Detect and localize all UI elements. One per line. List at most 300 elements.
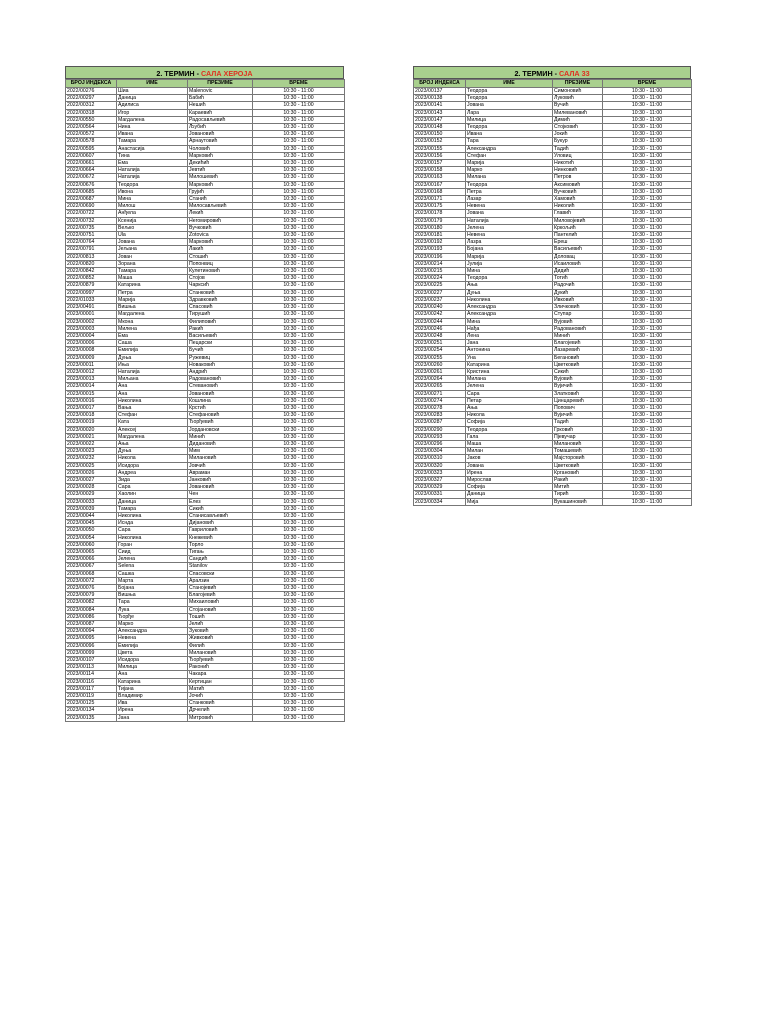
cell-time: 10:30 - 11:00: [253, 707, 345, 714]
header-row: [66, 80, 345, 88]
table-row: [66, 433, 345, 440]
cell-time: 10:30 - 11:00: [253, 376, 345, 383]
cell-index: 2022/00664: [66, 167, 117, 174]
cell-last-name: Јовановић: [188, 131, 253, 138]
cell-first-name: Јаков: [466, 455, 553, 462]
cell-time: 10:30 - 11:00: [253, 671, 345, 678]
cell-last-name: Станојевић: [188, 585, 253, 592]
cell-index: 2022/00764: [66, 239, 117, 246]
cell-last-name: Дукић: [553, 289, 603, 296]
table-row: [66, 577, 345, 584]
cell-time: 10:30 - 11:00: [253, 570, 345, 577]
cell-index: 2023/00016: [66, 397, 117, 404]
cell-time: 10:30 - 11:00: [253, 325, 345, 332]
table-row: [66, 448, 345, 455]
cell-time: 10:30 - 11:00: [603, 145, 692, 152]
cell-index: 2023/00029: [66, 491, 117, 498]
table-row: [414, 368, 692, 375]
cell-time: 10:30 - 11:00: [253, 253, 345, 260]
cell-index: 2023/00310: [414, 455, 466, 462]
cell-index: 2022/00997: [66, 289, 117, 296]
cell-first-name: Софија: [466, 419, 553, 426]
cell-time: 10:30 - 11:00: [253, 354, 345, 361]
cell-index: 2023/00320: [414, 462, 466, 469]
cell-last-name: Митић: [553, 484, 603, 491]
cell-first-name: Ula: [117, 232, 188, 239]
table-row: [66, 642, 345, 649]
cell-index: 2023/00025: [66, 462, 117, 469]
cell-index: 2023/00196: [414, 253, 466, 260]
cell-first-name: Бојана: [117, 585, 188, 592]
cell-last-name: Цветковић: [553, 361, 603, 368]
table-row: [414, 268, 692, 275]
table-row: [66, 167, 345, 174]
table-row: [66, 512, 345, 519]
table-row: [414, 311, 692, 318]
cell-index: 2023/00117: [66, 685, 117, 692]
cell-first-name: Вељко: [117, 224, 188, 231]
table-row: [66, 203, 345, 210]
cell-last-name: Пецарски: [188, 340, 253, 347]
cell-first-name: Николина: [117, 397, 188, 404]
cell-first-name: Јелена: [466, 383, 553, 390]
cell-index: 2023/00082: [66, 599, 117, 606]
cell-last-name: Кулетиновић: [188, 268, 253, 275]
cell-index: 2023/00096: [66, 642, 117, 649]
cell-last-name: Ступар: [553, 311, 603, 318]
cell-index: 2023/00215: [414, 268, 466, 275]
cell-first-name: Зида: [117, 476, 188, 483]
header-index: БРОЈ ИНДЕКСА: [414, 80, 466, 88]
cell-time: 10:30 - 11:00: [603, 325, 692, 332]
cell-last-name: Грковић: [553, 426, 603, 433]
cell-last-name: Тадић: [553, 145, 603, 152]
table-body-left: [66, 88, 345, 722]
cell-time: 10:30 - 11:00: [253, 145, 345, 152]
cell-first-name: Тијана: [117, 685, 188, 692]
cell-index: 2023/00178: [414, 210, 466, 217]
table-row: [414, 109, 692, 116]
cell-time: 10:30 - 11:00: [603, 203, 692, 210]
cell-time: 10:30 - 11:00: [603, 260, 692, 267]
cell-last-name: Мим: [188, 448, 253, 455]
table-row: [414, 419, 692, 426]
cell-index: 2023/00163: [414, 174, 466, 181]
cell-first-name: Јелена: [466, 224, 553, 231]
cell-first-name: Јован: [117, 253, 188, 260]
table-row: [66, 340, 345, 347]
cell-first-name: Јована: [466, 210, 553, 217]
cell-last-name: Чоловић: [188, 145, 253, 152]
cell-index: 2023/00119: [66, 693, 117, 700]
table-row: [414, 253, 692, 260]
cell-last-name: Јовановић: [188, 390, 253, 397]
table-row: [414, 260, 692, 267]
cell-index: 2022/00676: [66, 181, 117, 188]
cell-time: 10:30 - 11:00: [253, 304, 345, 311]
cell-time: 10:30 - 11:00: [253, 397, 345, 404]
cell-last-name: Вукашиновић: [553, 498, 603, 505]
cell-index: 2022/01033: [66, 296, 117, 303]
cell-first-name: Милана: [466, 174, 553, 181]
cell-index: 2023/00015: [66, 390, 117, 397]
cell-last-name: Филиповић: [188, 318, 253, 325]
cell-time: 10:30 - 11:00: [253, 116, 345, 123]
cell-last-name: Милосављевић: [188, 203, 253, 210]
schedule-title-left: [65, 66, 344, 79]
cell-time: 10:30 - 11:00: [603, 289, 692, 296]
cell-index: 2023/00009: [66, 354, 117, 361]
cell-first-name: Марија: [466, 160, 553, 167]
cell-time: 10:30 - 11:00: [253, 347, 345, 354]
cell-time: 10:30 - 11:00: [603, 296, 692, 303]
cell-first-name: Невена: [117, 635, 188, 642]
header-first-name: ИМЕ: [466, 80, 553, 88]
cell-time: 10:30 - 11:00: [253, 260, 345, 267]
cell-index: 2023/00135: [66, 714, 117, 721]
cell-last-name: Доловац: [553, 253, 603, 260]
cell-time: 10:30 - 11:00: [603, 404, 692, 411]
table-row: [66, 649, 345, 656]
table-row: [414, 131, 692, 138]
table-row: [66, 476, 345, 483]
cell-index: 2023/00237: [414, 296, 466, 303]
cell-last-name: Стојов: [188, 275, 253, 282]
cell-first-name: Саша: [117, 340, 188, 347]
cell-first-name: Марко: [466, 167, 553, 174]
cell-index: 2022/00318: [66, 109, 117, 116]
cell-index: 2022/00791: [66, 246, 117, 253]
cell-index: 2023/00156: [414, 152, 466, 159]
cell-time: 10:30 - 11:00: [253, 664, 345, 671]
cell-first-name: Мирослав: [466, 476, 553, 483]
cell-time: 10:30 - 11:00: [603, 383, 692, 390]
table-row: [414, 102, 692, 109]
table-row: [414, 347, 692, 354]
cell-time: 10:30 - 11:00: [603, 448, 692, 455]
cell-last-name: Кертицан: [188, 678, 253, 685]
cell-time: 10:30 - 11:00: [253, 556, 345, 563]
cell-index: 2022/00276: [66, 88, 117, 95]
table-row: [66, 498, 345, 505]
cell-time: 10:30 - 11:00: [253, 160, 345, 167]
cell-first-name: Ђорђе: [117, 613, 188, 620]
table-row: [66, 232, 345, 239]
cell-index: 2022/00595: [66, 145, 117, 152]
cell-time: 10:30 - 11:00: [603, 397, 692, 404]
cell-time: 10:30 - 11:00: [603, 152, 692, 159]
table-row: [66, 599, 345, 606]
table-row: [66, 491, 345, 498]
table-row: [66, 289, 345, 296]
cell-time: 10:30 - 11:00: [253, 188, 345, 195]
schedule-block-left: [65, 66, 344, 722]
cell-first-name: Даница: [117, 498, 188, 505]
cell-time: 10:30 - 11:00: [253, 592, 345, 599]
cell-index: 2023/00155: [414, 145, 466, 152]
cell-index: 2023/00099: [66, 649, 117, 656]
cell-time: 10:30 - 11:00: [253, 649, 345, 656]
cell-index: 2023/00027: [66, 476, 117, 483]
table-row: [66, 534, 345, 541]
table-row: [66, 628, 345, 635]
cell-first-name: Вања: [117, 404, 188, 411]
cell-time: 10:30 - 11:00: [253, 541, 345, 548]
table-row: [414, 484, 692, 491]
table-row: [414, 275, 692, 282]
cell-time: 10:30 - 11:00: [253, 311, 345, 318]
cell-first-name: Мија: [466, 498, 553, 505]
cell-first-name: Даница: [466, 491, 553, 498]
cell-last-name: Главић: [553, 210, 603, 217]
cell-first-name: Александра: [466, 304, 553, 311]
cell-last-name: Јовчић: [188, 462, 253, 469]
table-row: [66, 678, 345, 685]
table-row: [414, 448, 692, 455]
cell-index: 2023/00171: [414, 196, 466, 203]
table-row: [66, 541, 345, 548]
cell-time: 10:30 - 11:00: [253, 628, 345, 635]
cell-time: 10:30 - 11:00: [253, 599, 345, 606]
table-row: [66, 268, 345, 275]
cell-index: 2023/00008: [66, 347, 117, 354]
cell-first-name: Ирена: [466, 469, 553, 476]
cell-time: 10:30 - 11:00: [253, 332, 345, 339]
cell-last-name: Андрић: [188, 368, 253, 375]
table-row: [414, 116, 692, 123]
cell-first-name: Ксенија: [117, 217, 188, 224]
cell-index: 2023/00006: [66, 340, 117, 347]
cell-last-name: Ракић: [188, 325, 253, 332]
cell-last-name: Дијановић: [188, 520, 253, 527]
cell-time: 10:30 - 11:00: [253, 635, 345, 642]
cell-first-name: Ивана: [466, 131, 553, 138]
cell-index: 2023/00152: [414, 138, 466, 145]
cell-time: 10:30 - 11:00: [253, 448, 345, 455]
cell-index: 2023/00026: [66, 469, 117, 476]
cell-time: 10:30 - 11:00: [253, 491, 345, 498]
cell-first-name: Мкона: [117, 318, 188, 325]
cell-index: 2023/00242: [414, 311, 466, 318]
table-row: [414, 174, 692, 181]
cell-last-name: Ђорђевић: [188, 419, 253, 426]
cell-time: 10:30 - 11:00: [603, 476, 692, 483]
cell-last-name: Вујичић: [553, 412, 603, 419]
cell-index: 2023/00116: [66, 678, 117, 685]
cell-last-name: Станковић: [188, 289, 253, 296]
cell-last-name: Радочић: [553, 282, 603, 289]
cell-last-name: Кнежевић: [188, 534, 253, 541]
table-row: [66, 397, 345, 404]
cell-first-name: Цвета: [117, 649, 188, 656]
table-row: [414, 390, 692, 397]
cell-index: 2023/00095: [66, 635, 117, 642]
cell-time: 10:30 - 11:00: [603, 455, 692, 462]
cell-time: 10:30 - 11:00: [253, 412, 345, 419]
cell-first-name: Милица: [466, 116, 553, 123]
cell-last-name: Исаиловић: [553, 260, 603, 267]
cell-first-name: Јована: [466, 102, 553, 109]
cell-index: 2023/00296: [414, 440, 466, 447]
table-row: [66, 563, 345, 570]
cell-first-name: Тамара: [117, 268, 188, 275]
cell-index: 2023/00054: [66, 534, 117, 541]
table-row: [414, 160, 692, 167]
cell-first-name: Бојана: [466, 246, 553, 253]
table-row: [66, 145, 345, 152]
table-row: [414, 498, 692, 505]
cell-last-name: Тошић: [188, 613, 253, 620]
table-row: [414, 440, 692, 447]
cell-last-name: Зуковић: [188, 628, 253, 635]
header-index: БРОЈ ИНДЕКСА: [66, 80, 117, 88]
table-row: [414, 332, 692, 339]
table-row: [66, 527, 345, 534]
cell-time: 10:30 - 11:00: [253, 109, 345, 116]
table-row: [414, 469, 692, 476]
cell-first-name: Наталија: [117, 174, 188, 181]
cell-first-name: Анастасија: [117, 145, 188, 152]
header-row: [414, 80, 692, 88]
cell-first-name: Николина: [117, 512, 188, 519]
table-row: [414, 232, 692, 239]
table-row: [66, 412, 345, 419]
cell-index: 2023/00079: [66, 592, 117, 599]
cell-index: 2023/00232: [66, 455, 117, 462]
cell-time: 10:30 - 11:00: [603, 390, 692, 397]
cell-first-name: Ана: [117, 390, 188, 397]
cell-last-name: Тотић: [553, 275, 603, 282]
cell-time: 10:30 - 11:00: [253, 577, 345, 584]
cell-last-name: Бабић: [188, 95, 253, 102]
cell-index: 2023/00491: [66, 304, 117, 311]
cell-index: 2023/00065: [66, 549, 117, 556]
table-row: [66, 469, 345, 476]
table-row: [66, 88, 345, 95]
table-row: [66, 260, 345, 267]
cell-index: 2023/00013: [66, 376, 117, 383]
cell-index: 2023/00264: [414, 376, 466, 383]
cell-time: 10:30 - 11:00: [603, 131, 692, 138]
cell-time: 10:30 - 11:00: [253, 232, 345, 239]
table-row: [66, 484, 345, 491]
cell-first-name: Зорана: [117, 260, 188, 267]
cell-index: 2023/00179: [414, 217, 466, 224]
table-row: [66, 181, 345, 188]
cell-last-name: Стошић: [188, 253, 253, 260]
cell-first-name: Теодора: [466, 181, 553, 188]
cell-last-name: Милановић: [188, 649, 253, 656]
table-row: [66, 693, 345, 700]
cell-last-name: Букур: [553, 138, 603, 145]
cell-last-name: Дидић: [553, 268, 603, 275]
cell-last-name: Васиљевић: [553, 246, 603, 253]
cell-time: 10:30 - 11:00: [253, 693, 345, 700]
cell-time: 10:30 - 11:00: [253, 476, 345, 483]
cell-last-name: Уловиц: [553, 152, 603, 159]
cell-last-name: Тигањ: [188, 549, 253, 556]
table-row: [414, 340, 692, 347]
header-last-name: ПРЕЗИМЕ: [553, 80, 603, 88]
cell-index: 2023/00137: [414, 88, 466, 95]
cell-last-name: Живковић: [188, 635, 253, 642]
cell-first-name: Јулија: [466, 260, 553, 267]
cell-time: 10:30 - 11:00: [253, 440, 345, 447]
cell-last-name: Спасовић: [188, 304, 253, 311]
cell-first-name: Магдалена: [117, 433, 188, 440]
cell-index: 2023/00023: [66, 448, 117, 455]
cell-last-name: Кркољић: [553, 224, 603, 231]
table-row: [66, 585, 345, 592]
cell-index: 2023/00143: [414, 109, 466, 116]
table-row: [66, 556, 345, 563]
cell-time: 10:30 - 11:00: [253, 167, 345, 174]
cell-last-name: Вујовић: [553, 318, 603, 325]
cell-last-name: Авраман: [188, 469, 253, 476]
cell-index: 2023/00227: [414, 289, 466, 296]
cell-time: 10:30 - 11:00: [253, 527, 345, 534]
cell-index: 2023/00033: [66, 498, 117, 505]
schedule-title-right: [413, 66, 691, 79]
table-row: [66, 685, 345, 692]
cell-last-name: Јанковић: [188, 476, 253, 483]
cell-last-name: Јевтић: [188, 167, 253, 174]
cell-index: 2023/00248: [414, 332, 466, 339]
cell-time: 10:30 - 11:00: [603, 268, 692, 275]
cell-first-name: Јана: [117, 714, 188, 721]
cell-last-name: Мајсторовић: [553, 455, 603, 462]
cell-last-name: Луковић: [553, 95, 603, 102]
cell-last-name: Радовановић: [188, 376, 253, 383]
cell-first-name: Ива: [117, 700, 188, 707]
cell-first-name: Горан: [117, 541, 188, 548]
cell-last-name: Николић: [553, 203, 603, 210]
cell-last-name: Вучковић: [553, 188, 603, 195]
cell-last-name: Јочић: [188, 693, 253, 700]
cell-index: 2023/00087: [66, 621, 117, 628]
cell-index: 2023/00044: [66, 512, 117, 519]
cell-index: 2023/00141: [414, 102, 466, 109]
cell-time: 10:30 - 11:00: [253, 433, 345, 440]
cell-index: 2023/00003: [66, 325, 117, 332]
cell-index: 2023/00180: [414, 224, 466, 231]
cell-time: 10:30 - 11:00: [603, 253, 692, 260]
table-row: [414, 188, 692, 195]
table-row: [66, 275, 345, 282]
cell-first-name: Тамара: [117, 505, 188, 512]
cell-first-name: Теодора: [117, 181, 188, 188]
table-row: [66, 318, 345, 325]
cell-first-name: Алексеј: [117, 426, 188, 433]
table-row: [66, 210, 345, 217]
cell-index: 2023/00254: [414, 347, 466, 354]
cell-time: 10:30 - 11:00: [603, 239, 692, 246]
cell-time: 10:30 - 11:00: [603, 440, 692, 447]
cell-last-name: Марковић: [188, 152, 253, 159]
cell-last-name: Ракић: [553, 476, 603, 483]
cell-time: 10:30 - 11:00: [603, 376, 692, 383]
cell-time: 10:30 - 11:00: [603, 275, 692, 282]
table-row: [66, 440, 345, 447]
cell-first-name: Даница: [117, 95, 188, 102]
cell-time: 10:30 - 11:00: [253, 196, 345, 203]
schedule-block-right: [413, 66, 691, 506]
table-row: [66, 505, 345, 512]
cell-first-name: Николина: [466, 296, 553, 303]
cell-last-name: Негомировић: [188, 217, 253, 224]
cell-last-name: Бучић: [188, 347, 253, 354]
cell-last-name: Милевановић: [553, 109, 603, 116]
